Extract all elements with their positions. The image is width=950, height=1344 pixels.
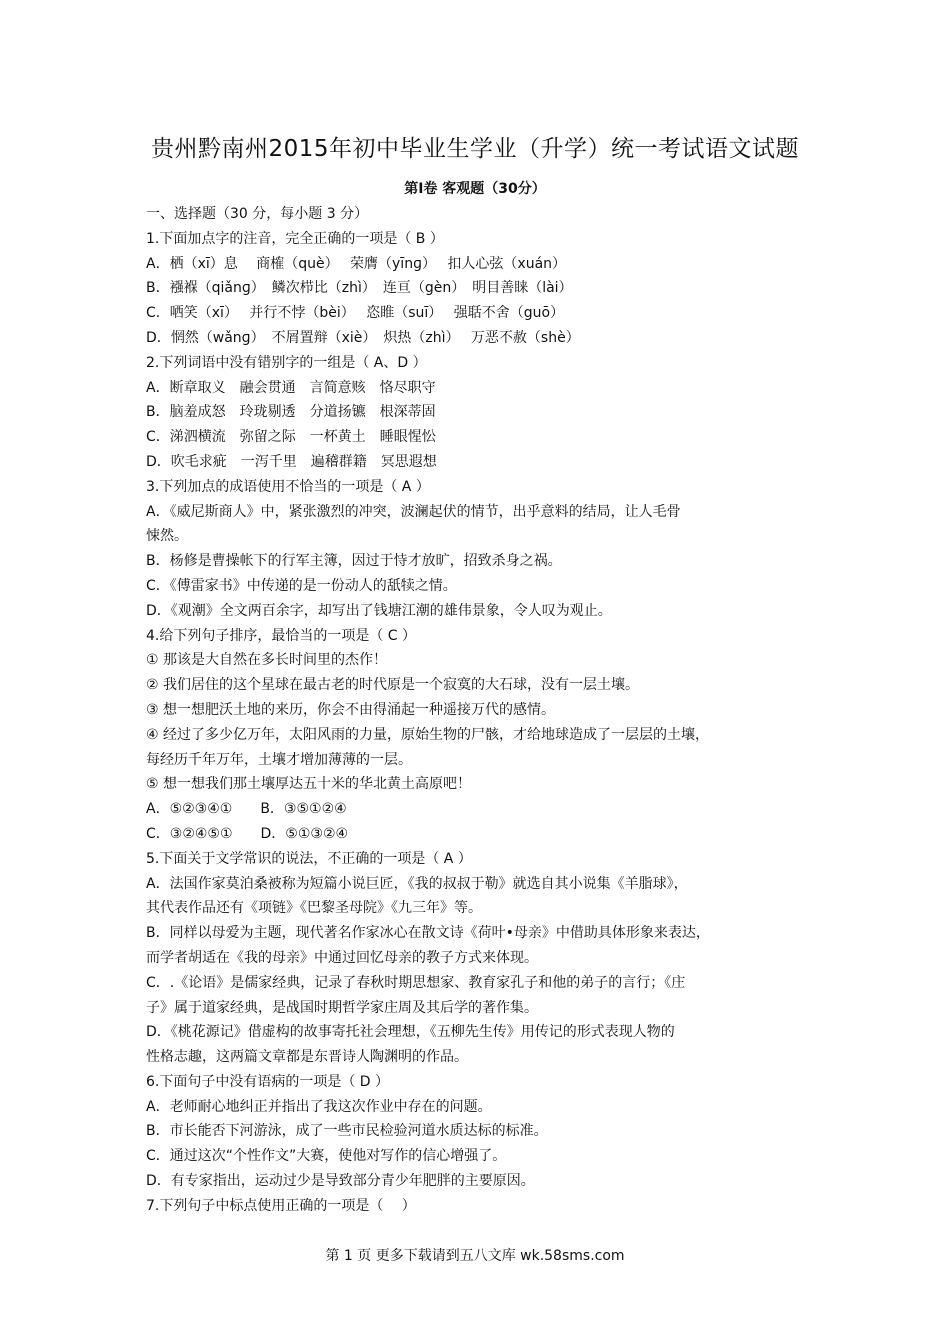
- question-5-option-b-cont: 而学者胡适在《我的母亲》中通过回忆母亲的教子方式来体现。: [146, 949, 538, 966]
- question-5-option-a-cont: 其代表作品还有《项链》《巴黎圣母院》《九三年》等。: [146, 900, 482, 917]
- document-title: 贵州黔南州2015年初中毕业生学业（升学）统一考试语文试题: [150, 136, 800, 162]
- question-3-option-d: D．《观潮》全文两百余字，却写出了钱塘江潮的雄伟景象，令人叹为观止。: [146, 602, 612, 619]
- question-5-option-c-cont: 子》属于道家经典，是战国时期哲学家庄周及其后学的著作集。: [146, 999, 538, 1016]
- question-1-option-c: C．哂笑（xī） 并行不悖（bèi） 恣睢（suī） 强聒不舍（guō）: [146, 305, 565, 322]
- question-2-option-c: C．涕泗横流 弥留之际 一杯黄土 睡眼惺忪: [146, 429, 436, 446]
- question-5-option-c: C．.《论语》是儒家经典，记录了春秋时期思想家、教育家孔子和他的弟子的言行；《庄: [146, 974, 686, 991]
- question-1: 1.下面加点字的注音，完全正确的一项是（ B ）: [146, 230, 444, 247]
- question-6: 6.下面句子中没有语病的一项是（ D ）: [146, 1073, 390, 1090]
- section-title: 第Ⅰ卷 客观题（30分）: [404, 181, 546, 197]
- question-5-option-a: A．法国作家莫泊桑被称为短篇小说巨匠，《我的叔叔于勒》就选自其小说集《羊脂球》，: [146, 875, 688, 892]
- question-1-option-a: A．栖（xī）息 商榷（què） 荣膺（yīnɡ） 扣人心弦（xuán）: [146, 255, 567, 272]
- sentence-5: ⑤ 想一想我们那土壤厚达五十米的华北黄土高原吧！: [146, 776, 471, 793]
- question-2: 2.下列词语中没有错别字的一组是（ A、D ）: [146, 354, 427, 371]
- sentence-1: ① 那该是大自然在多长时间里的杰作！: [146, 652, 387, 669]
- page-footer: 第 1 页 更多下载请到五八文库 wk.58sms.com: [325, 1248, 625, 1264]
- sentence-4: ④ 经过了多少亿万年，太阳风雨的力量，原始生物的尸骸，才给地球造成了一层层的土壤，: [146, 726, 709, 743]
- question-6-option-a: A．老师耐心地纠正并指出了我这次作业中存在的问题。: [146, 1098, 492, 1115]
- question-2-option-a: A．断章取义 融会贯通 言简意赅 恪尽职守: [146, 379, 436, 396]
- sentence-4-cont: 每经历千年万年，土壤才增加薄薄的一层。: [146, 751, 412, 768]
- question-3-option-a-cont: 悚然。: [146, 528, 188, 545]
- question-5: 5.下面关于文学常识的说法，不正确的一项是（ A ）: [146, 850, 472, 867]
- question-1-option-d: D．惘然（wǎnɡ） 不屑置辩（xiè） 炽热（zhì） 万恶不赦（shè）: [146, 329, 580, 346]
- sentence-3: ③ 想一想肥沃土地的来历，你会不由得涌起一种遥接万代的感情。: [146, 701, 555, 718]
- question-5-option-b: B．同样以母爱为主题，现代著名作家冰心在散文诗《荷叶•母亲》中借助具体形象来表达，: [146, 925, 710, 942]
- question-6-option-d: D．有专家指出，运动过少是导致部分青少年肥胖的主要原因。: [146, 1173, 535, 1190]
- question-6-option-b: B．市长能否下河游泳，成了一些市民检验河道水质达标的标准。: [146, 1123, 548, 1140]
- question-2-option-b: B．脑羞成怒 玲珑剔透 分道扬镳 根深蒂固: [146, 404, 436, 421]
- question-4-options-ab: A．⑤②③④① B．③⑤①②④: [146, 801, 347, 818]
- question-2-option-d: D．吹毛求疵 一泻千里 遍稽群籍 冥思遐想: [146, 453, 437, 470]
- question-5-option-d: D．《桃花源记》借虚构的故事寄托社会理想，《五柳先生传》用传记的形式表现人物的: [146, 1024, 675, 1041]
- question-3: 3.下列加点的成语使用不恰当的一项是（ A ）: [146, 478, 430, 495]
- question-6-option-c: C．通过这次“个性作文”大赛，使他对写作的信心增强了。: [146, 1148, 507, 1165]
- document-body: [146, 202, 816, 1219]
- question-5-option-d-cont: 性格志趣，这两篇文章都是东晋诗人陶渊明的作品。: [146, 1049, 468, 1066]
- question-4: 4.给下列句子排序，最恰当的一项是（ C ）: [146, 627, 417, 644]
- question-7: 7.下列句子中标点使用正确的一项是（ ）: [146, 1197, 416, 1214]
- question-1-option-b: B．襁褓（qiǎnɡ） 鳞次栉比（zhì） 连亘（gèn） 明目善睐（lài）: [146, 280, 573, 297]
- question-3-option-c: C．《傅雷家书》中传递的是一份动人的舐犊之情。: [146, 577, 457, 594]
- section-heading: 一、选择题（30 分，每小题 3 分）: [146, 206, 369, 222]
- question-4-options-cd: C．③②④⑤① D．⑤①③②④: [146, 825, 349, 842]
- question-3-option-a: A．《威尼斯商人》中，紧张激烈的冲突，波澜起伏的情节，出乎意料的结局，让人毛骨: [146, 503, 681, 520]
- question-3-option-b: B．杨修是曹操帐下的行军主簿，因过于恃才放旷，招致杀身之祸。: [146, 553, 562, 570]
- sentence-2: ② 我们居住的这个星球在最古老的时代原是一个寂寞的大石球，没有一层土壤。: [146, 677, 639, 694]
